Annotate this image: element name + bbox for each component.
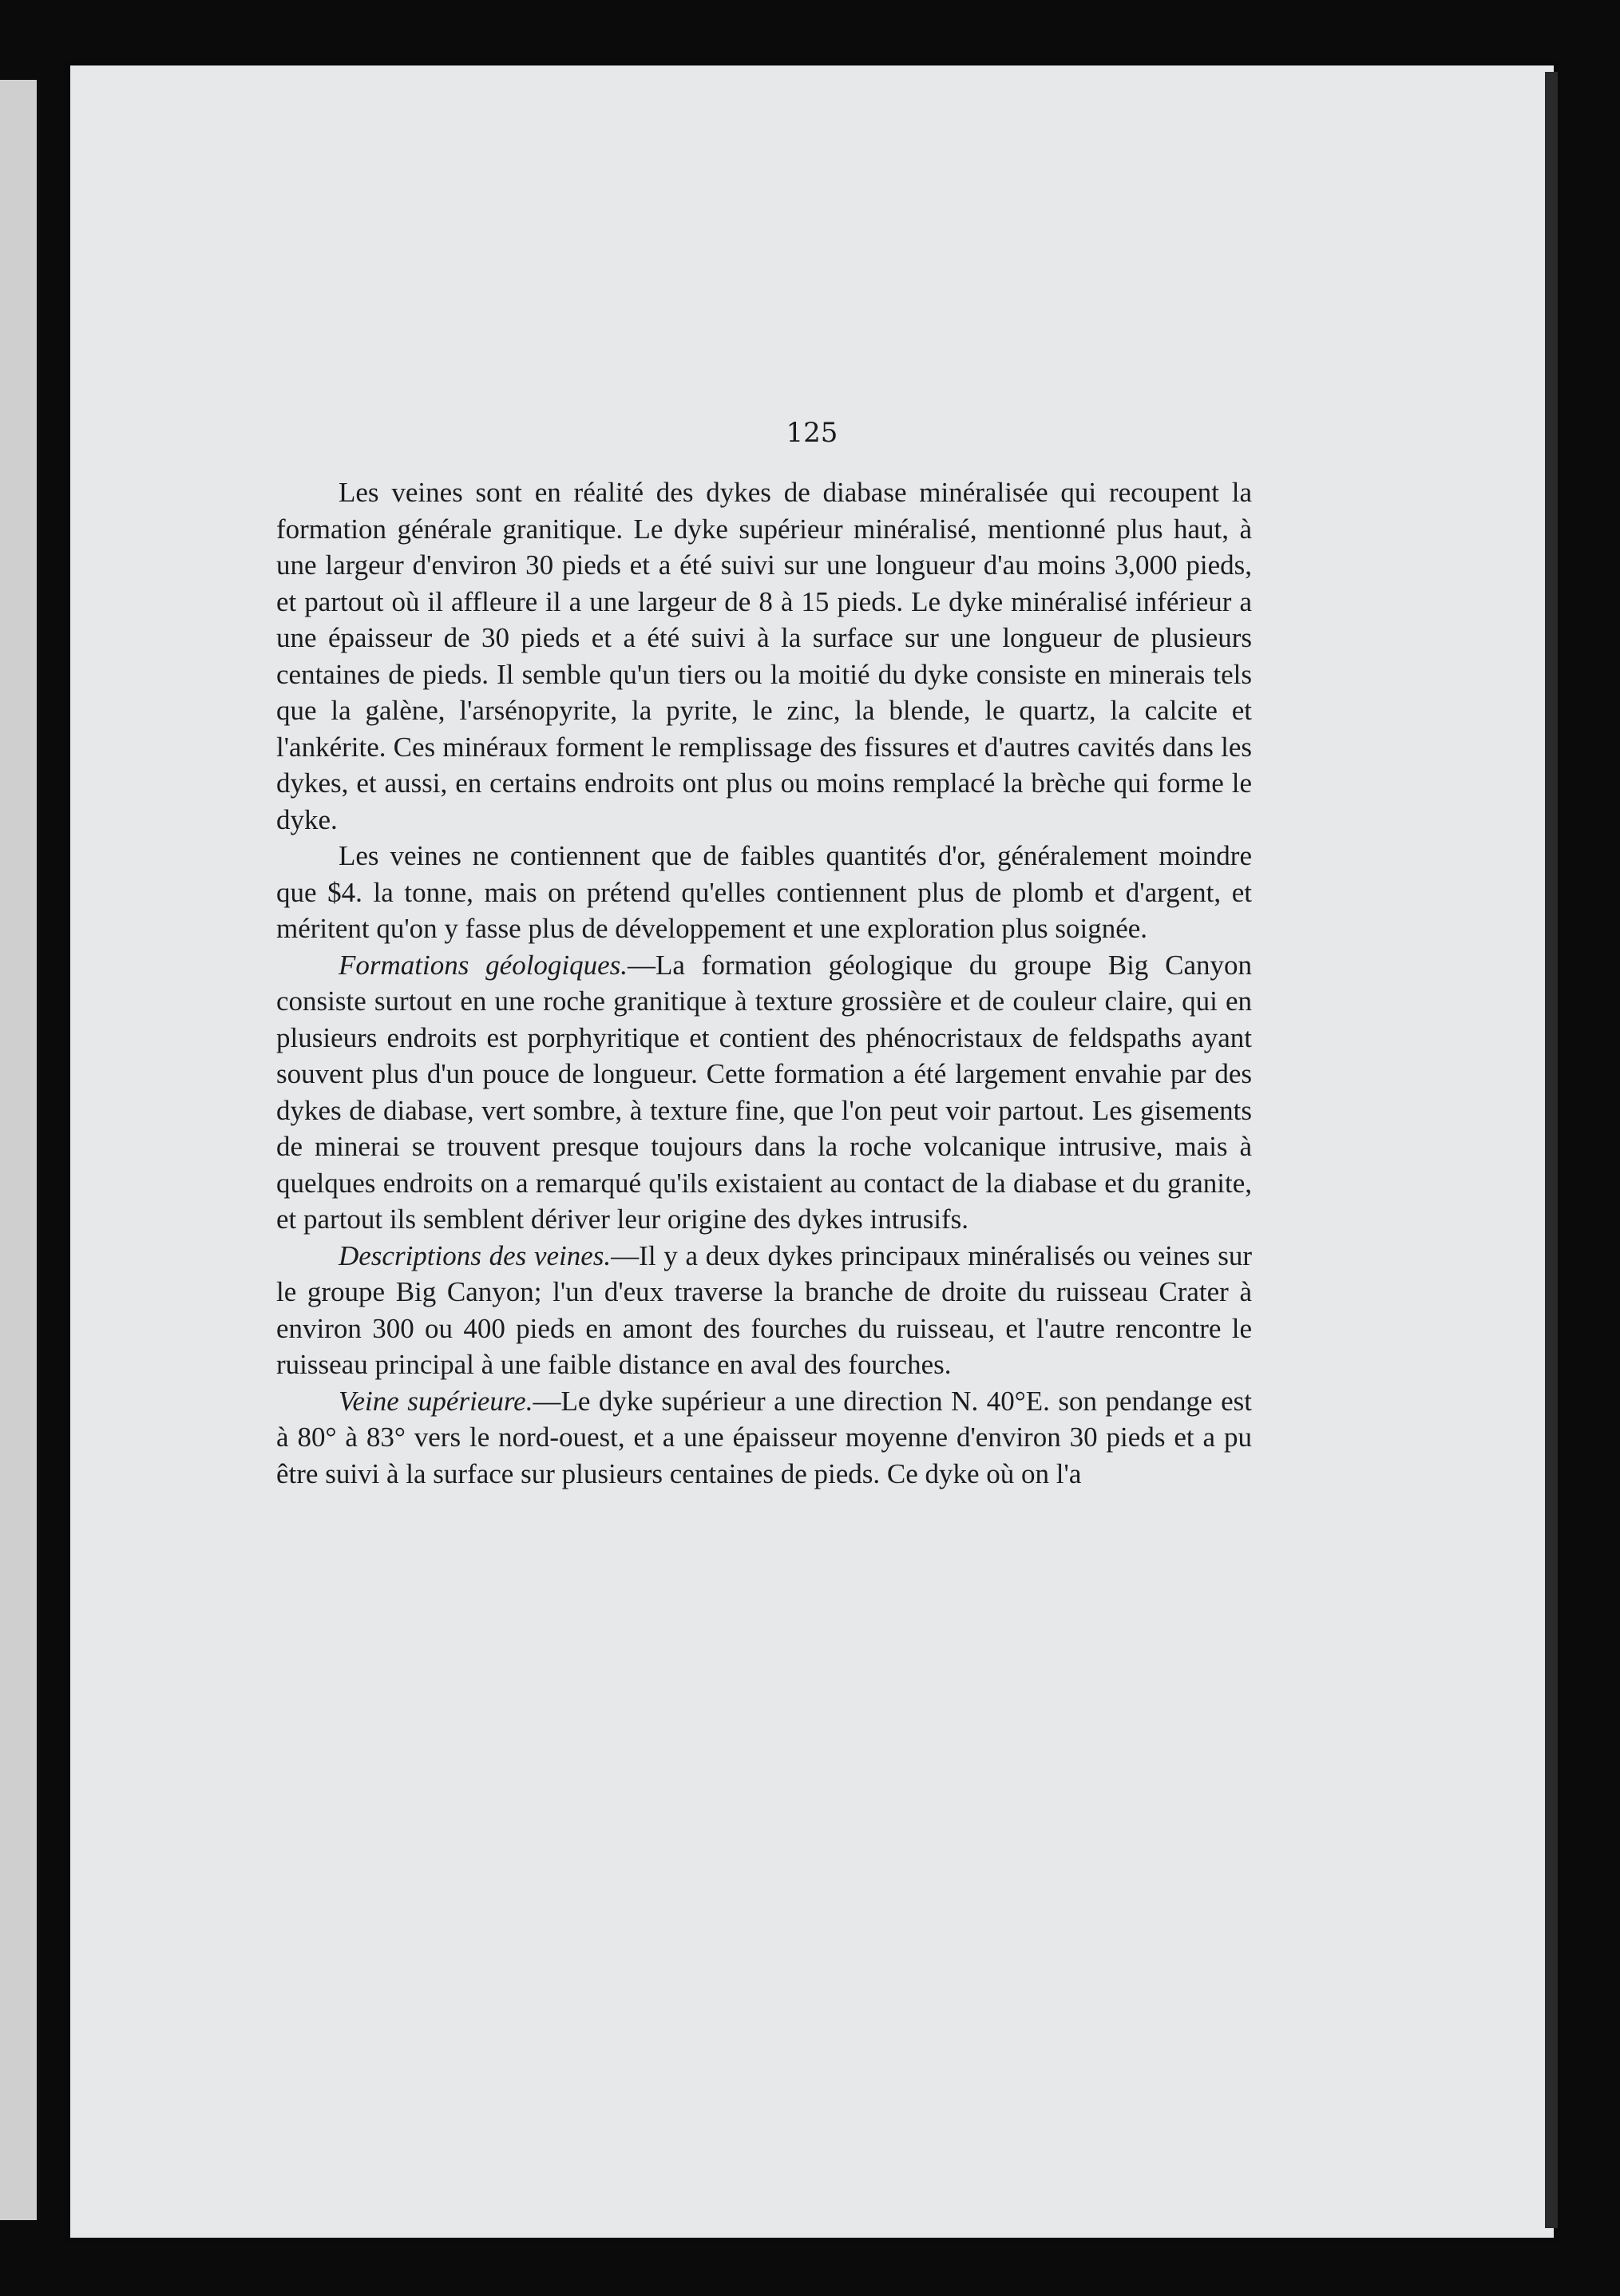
page-number: 125 [786, 417, 838, 449]
paragraph-text: —Le dyke supérieur a une direction N. 40°E. son pendange est à 80° à 83° vers le nord-ouest, et a une épaisseur moyenne d'environ 30 pieds et a pu être suivi à la surface sur plusieurs centaines de pieds. Ce dyke où on l'a [276, 1385, 1252, 1489]
paragraph-quantites [276, 838, 1252, 947]
paragraph-formations [276, 947, 1252, 1238]
paragraph-veines [276, 474, 1252, 838]
adjacent-page-edge [0, 80, 37, 2220]
paragraph-descriptions [276, 1238, 1252, 1383]
paragraph-text: Les veines ne contiennent que de faibles quantités d'or, généralement moindre que $4. la tonne, mais on prétend qu'elles contiennent plus de plomb et d'argent, et méritent qu'on y fasse plus de développement et une exploration plus soignée. [276, 840, 1252, 944]
scanned-page [70, 65, 1554, 2238]
body-text [276, 474, 1252, 1492]
paragraph-heading: Descriptions des veines. [339, 1239, 612, 1271]
paragraph-text: Les veines sont en réalité des dykes de diabase minéralisée qui recoupent la formation générale granitique. Le dyke supérieur minéralisé, mentionné plus haut, à une largeur d'environ 30 pieds et a été suivi sur une longueur d'au moins 3,000 pieds, et partout où il affleure il a une largeur de 8 à 15 pieds. Le dyke minéralisé inférieur a une épaisseur de 30 pieds et a été suivi à la surface sur une longueur de plusieurs centaines de pieds. Il semble qu'un tiers ou la moitié du dyke consiste en minerais tels que la galène, l'arsénopyrite, la pyrite, le zinc, la blende, le quartz, la calcite et l'ankérite. Ces minéraux forment le remplissage des fissures et d'autres cavités dans les dykes, et aussi, en certains endroits ont plus ou moins remplacé la brèche qui forme le dyke. [276, 477, 1252, 835]
paragraph-text: —La formation géologique du groupe Big Canyon consiste surtout en une roche granitique à texture grossière et de couleur claire, qui en plusieurs endroits est porphyritique et contient des phénocristaux de feldspaths ayant souvent plus d'un pouce de longueur. Cette formation a été largement envahie par des dykes de diabase, vert sombre, à texture fine, que l'on peut voir partout. Les gisements de minerai se trouvent presque toujours dans la roche volcanique intrusive, mais à quelques endroits on a remarqué qu'ils existaient au contact de la diabase et du granite, et partout ils semblent dériver leur origine des dykes intrusifs. [276, 949, 1252, 1235]
paragraph-veine-superieure [276, 1383, 1252, 1493]
paragraph-text: —Il y a deux dykes principaux minéralisés ou veines sur le groupe Big Canyon; l'un d'eux traverse la branche de droite du ruisseau Crater à environ 300 ou 400 pieds en amont des fourches du ruisseau, et l'autre rencontre le ruisseau principal à une faible distance en aval des fourches. [276, 1239, 1252, 1380]
page-right-shadow [1545, 72, 1558, 2228]
paragraph-heading: Formations géologiques. [339, 949, 628, 981]
paragraph-heading: Veine supérieure. [339, 1385, 533, 1417]
